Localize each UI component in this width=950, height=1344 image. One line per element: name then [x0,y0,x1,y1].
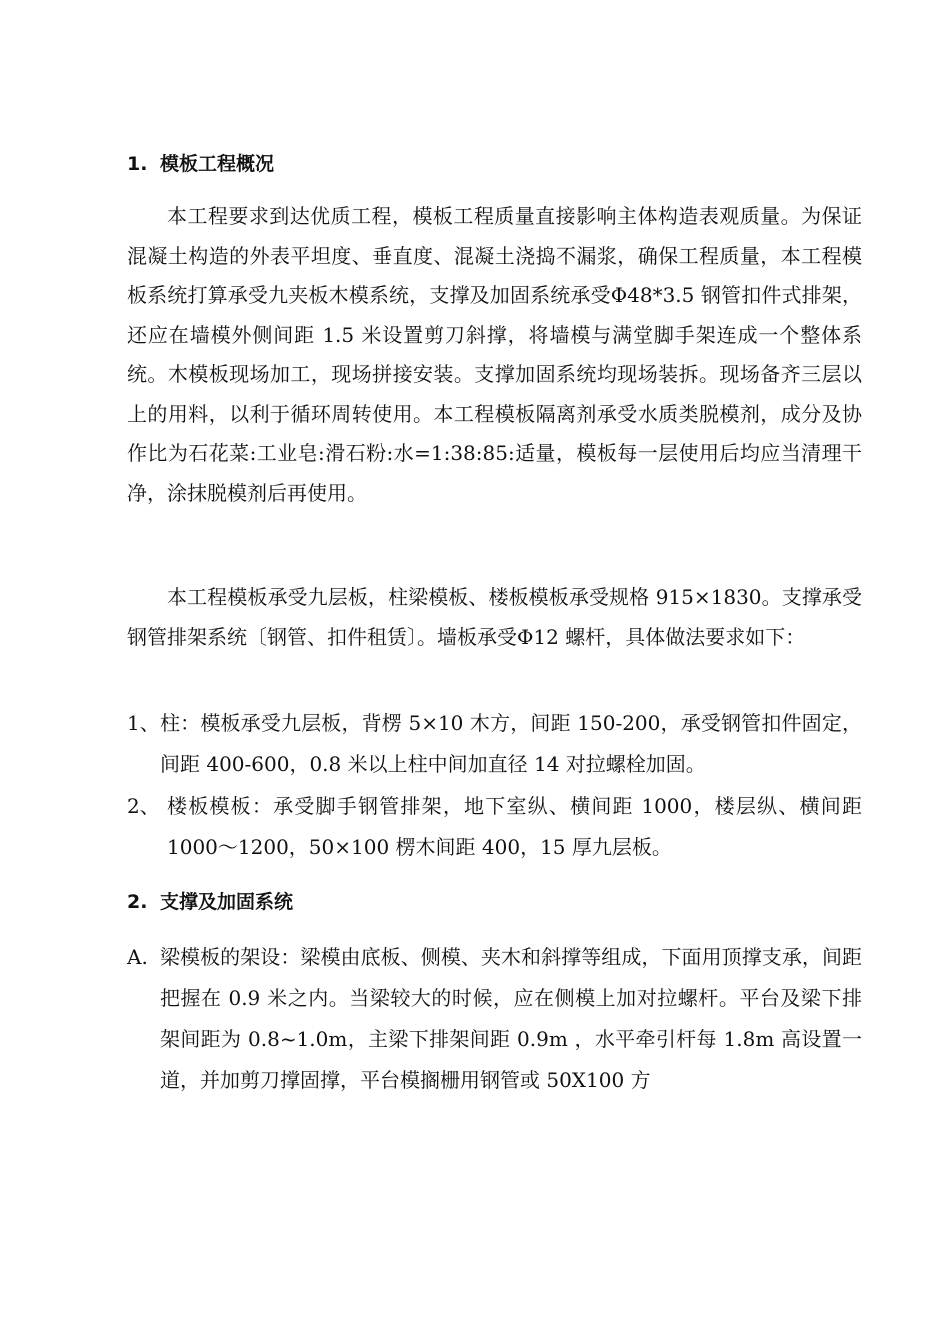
section-1-number: 1. [127,153,148,175]
section-2-title: 支撑及加固系统 [160,891,294,913]
section-1-title: 模板工程概况 [160,153,275,175]
list-item-a [127,937,862,1101]
list-item-1 [127,703,862,785]
list-item-a-marker: A. [127,945,148,969]
section-2-number: 2. [127,891,148,913]
section-1-heading [127,150,274,178]
list-item-2-marker: 2、 [127,794,160,818]
section-2-heading [127,888,293,916]
list-item-2 [127,786,862,868]
section-1-paragraph-2: 本工程模板承受九层板，柱梁模板、楼板模板承受规格 915×1830。支撑承受钢管排架系统〔钢管、扣件租赁〕。墙板承受Φ12 螺杆，具体做法要求如下： [127,585,862,649]
list-item-1-marker: 1、 [127,711,160,735]
list-item-1-text: 柱：模板承受九层板，背楞 5×10 木方，间距 150-200，承受钢管扣件固定，间距 400-600，0.8 米以上柱中间加直径 14 对拉螺栓加固。 [160,711,862,776]
section-1-paragraph-1: 本工程要求到达优质工程，模板工程质量直接影响主体构造表观质量。为保证混凝土构造的外表平坦度、垂直度、混凝土浇捣不漏浆，确保工程质量，本工程模板系统打算承受九夹板木模系统，支撑及加固系统承受Φ48*3.5 钢管扣件式排架，还应在墙模外侧间距 1.5 米设置剪刀斜撑，将墙模与满堂脚手架连成一个整体系统。木模板现场加工，现场拼接安装。支撑加固系统均现场装拆。现场备齐三层以上的用料，以利于循环周转使用。本工程模板隔离剂承受水质类脱模剂，成分及协作比为石花菜:工业皂:滑石粉:水=1:38:85:适量，模板每一层使用后均应当清理干净，涂抹脱模剂后再使用。 [127,204,862,505]
list-item-2-text: 楼板模板：承受脚手钢管排架，地下室纵、横间距 1000，楼层纵、横间距 1000～1200，50×100 楞木间距 400，15 厚九层板。 [167,794,862,859]
list-item-a-text: 梁模板的架设：梁模由底板、侧模、夹木和斜撑等组成，下面用顶撑支承，间距把握在 0.9 米之内。当梁较大的时候，应在侧模上加对拉螺杆。平台及梁下排架间距为 0.8~1.0m，主梁下排架间距 0.9m ，水平牵引杆每 1.8m 高设置一道，并加剪刀撑固撑，平台模搁栅用钢管或 50X100 方 [160,945,862,1092]
